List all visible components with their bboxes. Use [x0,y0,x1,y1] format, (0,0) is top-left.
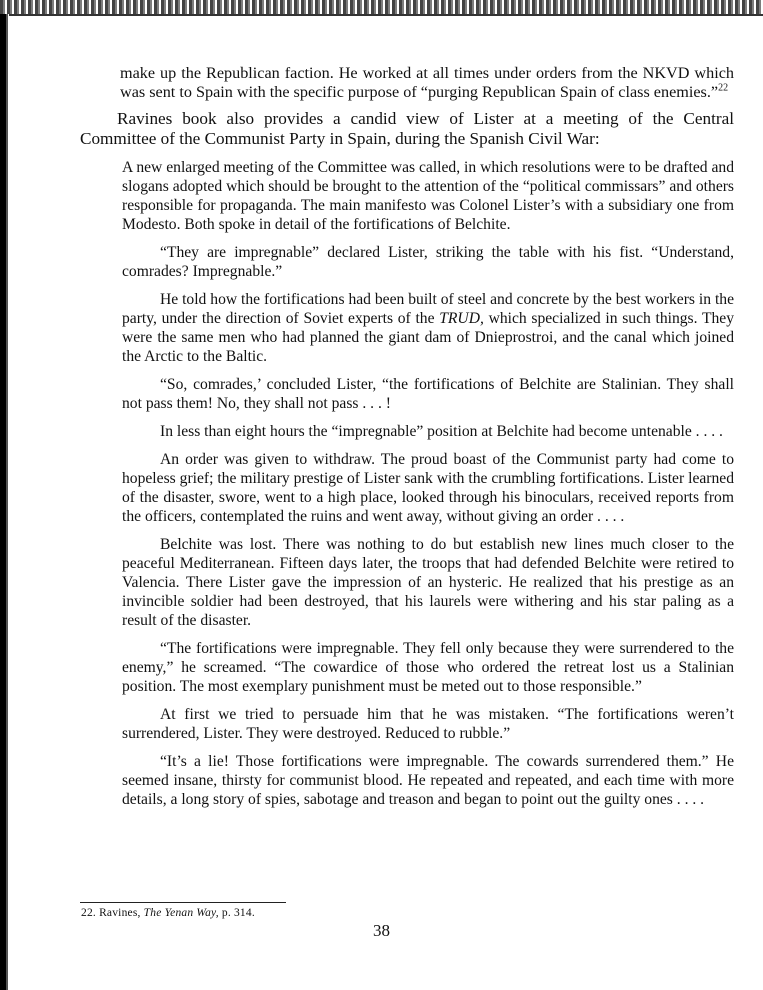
footnote-pages: p. 314. [221,907,255,919]
quote-paragraph-6: An order was given to withdraw. The proud boast of the Communist party had come to hopeless grief; the military prestige of Lister sank with the crumbling fortifications. Lister learned of the disaster, swore, went to a high place, looked through his binoculars, received reports from the officers, contemplated the ruins and went away, without giving an order . . . . [122,451,734,525]
page-body [80,64,734,809]
quote-paragraph-8: “The fortifications were impregnable. They fell only because they were surrendered to the enemy,” he screamed. “The cowardice of those who ordered the retreat lost us a Stalinian position. The most exemplary punishment must be meted out to those responsible.” [122,640,734,695]
quote-paragraph-3-start: He told how the fortifications had been built of steel and concrete by the best workers in the party, under the direction of Soviet experts of the [122,291,734,327]
block-quote [80,158,734,809]
footnote-title: The Yenan Way, [143,907,219,919]
quote-paragraph-10: “It’s a lie! Those fortifications were impregnable. The cowards surrendered them.” He seemed insane, thirsty for communist blood. He repeated and repeated, and each time with more details, a long story of spies, sabotage and treason and began to point out the guilty ones . . . . [122,753,734,808]
quote-paragraph-1: A new enlarged meeting of the Committee was called, in which resolutions were to be drafted and slogans adopted which should be brought to the attention of the “political commissars” and others responsible for propaganda. The main manifesto was Colonel Lister’s with a subsidiary one from Modesto. Both spoke in detail of the fortifications of Belchite. [122,159,734,233]
footnote-reference: 22 [718,82,729,94]
quote-paragraph-2: “They are impregnable” declared Lister, striking the table with his fist. “Understand, comrades? Impregnable.” [122,244,734,280]
quote-paragraph-4: “So, comrades,’ concluded Lister, “the fortifications of Belchite are Stalinian. They shall not pass them! No, they shall not pass . . . ! [122,376,734,412]
intro-text: make up the Republican faction. He worked at all times under orders from the NKVD which was sent to Spain with the specific purpose of “purging Republican Spain of class enemies.” [120,64,734,101]
trud-italic: TRUD, [439,310,484,327]
footnote-number: 22. [81,907,96,919]
quote-paragraph-3 [122,290,734,366]
quote-paragraph-5: In less than eight hours the “impregnable” position at Belchite had become untenable . . . . [160,423,723,440]
scan-border-left [0,14,9,990]
intro-paragraph [80,64,734,102]
scan-border-top [0,0,763,14]
quote-paragraph-3-end: which specialized in such things. They were the same men who had planned the giant dam of Dnieprostroi, and the canal which joined the Arctic to the Baltic. [122,310,734,365]
footnote [81,907,255,919]
footnote-author: Ravines, [99,907,141,919]
scan-edge-line [0,14,763,16]
quote-paragraph-9: At first we tried to persuade him that he was mistaken. “The fortifications weren’t surrendered, Lister. They were destroyed. Reduced to rubble.” [122,706,734,742]
page-number: 38 [373,921,390,940]
quote-paragraph-7: Belchite was lost. There was nothing to do but establish new lines much closer to the peaceful Mediterranean. Fifteen days later, the troops that had defended Belchite were retired to Valencia. There Lister gave the impression of an hysteric. He realized that his prestige as an invincible soldier had been destroyed, that his laurels were withering and his star paling as a result of the disaster. [122,536,734,629]
footnote-divider [80,902,286,903]
lead-paragraph: Ravines book also provides a candid view of Lister at a meeting of the Central Committee of the Communist Party in Spain, during the Spanish Civil War: [80,109,734,148]
